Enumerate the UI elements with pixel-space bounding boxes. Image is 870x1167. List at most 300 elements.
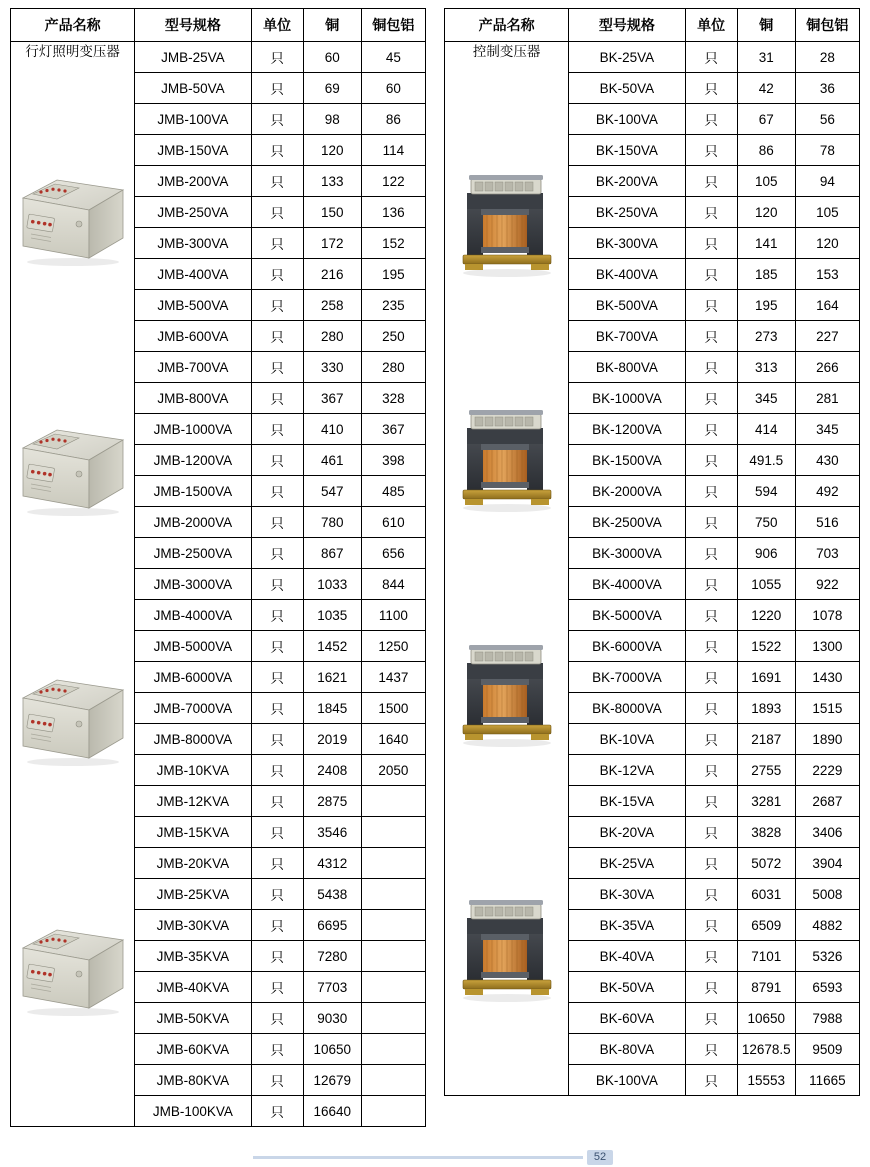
bk-copper-cell: 3281 [737, 786, 795, 817]
jmb-copper-clad-aluminium-cell: 122 [361, 166, 425, 197]
jmb-copper-cell: 216 [303, 259, 361, 290]
jmb-unit-cell: 只 [251, 662, 303, 693]
jmb-copper-cell: 461 [303, 445, 361, 476]
jmb-copper-cell: 280 [303, 321, 361, 352]
bk-model-cell: BK-400VA [569, 259, 685, 290]
jmb-copper-clad-aluminium-cell [361, 910, 425, 941]
jmb-unit-cell: 只 [251, 538, 303, 569]
bk-col-product-name: 产品名称 [445, 9, 569, 42]
jmb-copper-clad-aluminium-cell: 2050 [361, 755, 425, 786]
bk-unit-cell: 只 [685, 910, 737, 941]
bk-unit-cell: 只 [685, 662, 737, 693]
bk-model-cell: BK-12VA [569, 755, 685, 786]
jmb-model-cell: JMB-300VA [135, 228, 251, 259]
bk-product-photos [447, 62, 566, 1096]
jmb-unit-cell: 只 [251, 786, 303, 817]
bk-copper-cell: 86 [737, 135, 795, 166]
jmb-copper-clad-aluminium-cell [361, 972, 425, 1003]
jmb-copper-clad-aluminium-cell [361, 941, 425, 972]
bk-unit-cell: 只 [685, 1034, 737, 1065]
bk-product-name-line-2: 控制变压器 [472, 44, 541, 59]
bk-copper-clad-aluminium-cell: 11665 [795, 1065, 859, 1096]
bk-copper-clad-aluminium-cell: 36 [795, 73, 859, 104]
bk-copper-clad-aluminium-cell: 5326 [795, 941, 859, 972]
jmb-copper-clad-aluminium-cell: 610 [361, 507, 425, 538]
bk-model-cell: BK-80VA [569, 1034, 685, 1065]
bk-copper-clad-aluminium-cell: 105 [795, 197, 859, 228]
jmb-product-photo-3 [17, 672, 129, 771]
bk-copper-cell: 31 [737, 42, 795, 73]
jmb-copper-cell: 12679 [303, 1065, 361, 1096]
jmb-model-cell: JMB-35KVA [135, 941, 251, 972]
jmb-unit-cell: 只 [251, 166, 303, 197]
jmb-copper-cell: 5438 [303, 879, 361, 910]
bk-copper-clad-aluminium-cell: 3406 [795, 817, 859, 848]
bk-model-cell: BK-100VA [569, 1065, 685, 1096]
jmb-copper-clad-aluminium-cell: 195 [361, 259, 425, 290]
jmb-product-name-text [13, 42, 132, 62]
bk-copper-clad-aluminium-cell: 4882 [795, 910, 859, 941]
jmb-copper-cell: 98 [303, 104, 361, 135]
bk-table-body [445, 42, 860, 1096]
bk-unit-cell: 只 [685, 786, 737, 817]
jmb-model-cell: JMB-25VA [135, 42, 251, 73]
jmb-copper-clad-aluminium-cell: 656 [361, 538, 425, 569]
jmb-copper-cell: 410 [303, 414, 361, 445]
bk-table-row [445, 42, 860, 73]
bk-model-cell: BK-20VA [569, 817, 685, 848]
bk-copper-cell: 3828 [737, 817, 795, 848]
jmb-copper-clad-aluminium-cell: 485 [361, 476, 425, 507]
jmb-model-cell: JMB-700VA [135, 352, 251, 383]
bk-unit-cell: 只 [685, 879, 737, 910]
jmb-copper-cell: 1035 [303, 600, 361, 631]
jmb-unit-cell: 只 [251, 104, 303, 135]
bk-model-cell: BK-3000VA [569, 538, 685, 569]
bk-copper-clad-aluminium-cell: 922 [795, 569, 859, 600]
jmb-model-cell: JMB-600VA [135, 321, 251, 352]
jmb-product-photo-2 [17, 422, 129, 521]
bk-unit-cell: 只 [685, 290, 737, 321]
jmb-copper-clad-aluminium-cell [361, 848, 425, 879]
jmb-unit-cell: 只 [251, 135, 303, 166]
jmb-table-body [11, 42, 426, 1127]
bk-copper-cell: 1522 [737, 631, 795, 662]
bk-spec-table [444, 8, 860, 1096]
bk-model-cell: BK-300VA [569, 228, 685, 259]
jmb-model-cell: JMB-25KVA [135, 879, 251, 910]
bk-copper-clad-aluminium-cell: 164 [795, 290, 859, 321]
jmb-copper-cell: 1033 [303, 569, 361, 600]
bk-copper-clad-aluminium-cell: 56 [795, 104, 859, 135]
jmb-model-cell: JMB-3000VA [135, 569, 251, 600]
bk-copper-cell: 8791 [737, 972, 795, 1003]
bk-copper-cell: 345 [737, 383, 795, 414]
jmb-model-cell: JMB-7000VA [135, 693, 251, 724]
jmb-unit-cell: 只 [251, 724, 303, 755]
bk-col-copper: 铜 [737, 9, 795, 42]
bk-copper-cell: 12678.5 [737, 1034, 795, 1065]
bk-model-cell: BK-7000VA [569, 662, 685, 693]
jmb-model-cell: JMB-100VA [135, 104, 251, 135]
bk-copper-clad-aluminium-cell: 78 [795, 135, 859, 166]
jmb-copper-cell: 133 [303, 166, 361, 197]
bk-model-cell: BK-60VA [569, 1003, 685, 1034]
jmb-unit-cell: 只 [251, 600, 303, 631]
bk-product-name-text [447, 42, 566, 62]
jmb-unit-cell: 只 [251, 259, 303, 290]
bk-copper-cell: 105 [737, 166, 795, 197]
bk-unit-cell: 只 [685, 321, 737, 352]
bk-model-cell: BK-2500VA [569, 507, 685, 538]
bk-model-cell: BK-50VA [569, 73, 685, 104]
jmb-unit-cell: 只 [251, 445, 303, 476]
jmb-copper-cell: 2019 [303, 724, 361, 755]
bk-copper-cell: 6031 [737, 879, 795, 910]
jmb-product-photos [13, 62, 132, 1127]
bk-unit-cell: 只 [685, 166, 737, 197]
jmb-model-cell: JMB-1500VA [135, 476, 251, 507]
bk-copper-cell: 273 [737, 321, 795, 352]
jmb-spec-table [10, 8, 426, 1127]
jmb-unit-cell: 只 [251, 197, 303, 228]
bk-copper-cell: 1893 [737, 693, 795, 724]
bk-unit-cell: 只 [685, 693, 737, 724]
jmb-copper-cell: 6695 [303, 910, 361, 941]
bk-model-cell: BK-30VA [569, 879, 685, 910]
bk-model-cell: BK-50VA [569, 972, 685, 1003]
bk-unit-cell: 只 [685, 1065, 737, 1096]
jmb-copper-clad-aluminium-cell: 1250 [361, 631, 425, 662]
jmb-copper-cell: 3546 [303, 817, 361, 848]
bk-unit-cell: 只 [685, 538, 737, 569]
bk-copper-cell: 195 [737, 290, 795, 321]
footer-rule-left [253, 1156, 583, 1159]
bk-unit-cell: 只 [685, 476, 737, 507]
bk-copper-cell: 2755 [737, 755, 795, 786]
bk-unit-cell: 只 [685, 352, 737, 383]
bk-model-cell: BK-800VA [569, 352, 685, 383]
bk-copper-clad-aluminium-cell: 281 [795, 383, 859, 414]
jmb-copper-clad-aluminium-cell [361, 1034, 425, 1065]
bk-model-cell: BK-6000VA [569, 631, 685, 662]
jmb-copper-cell: 10650 [303, 1034, 361, 1065]
bk-copper-cell: 42 [737, 73, 795, 104]
jmb-copper-clad-aluminium-cell [361, 786, 425, 817]
page-footer [0, 1150, 870, 1165]
jmb-copper-cell: 120 [303, 135, 361, 166]
jmb-unit-cell: 只 [251, 1065, 303, 1096]
bk-model-cell: BK-40VA [569, 941, 685, 972]
jmb-unit-cell: 只 [251, 631, 303, 662]
jmb-model-cell: JMB-200VA [135, 166, 251, 197]
bk-unit-cell: 只 [685, 631, 737, 662]
bk-unit-cell: 只 [685, 42, 737, 73]
jmb-unit-cell: 只 [251, 941, 303, 972]
bk-copper-clad-aluminium-cell: 1300 [795, 631, 859, 662]
jmb-copper-clad-aluminium-cell: 114 [361, 135, 425, 166]
jmb-copper-cell: 1845 [303, 693, 361, 724]
bk-copper-clad-aluminium-cell: 2229 [795, 755, 859, 786]
jmb-copper-clad-aluminium-cell [361, 817, 425, 848]
jmb-product-photo-4 [17, 922, 129, 1021]
jmb-unit-cell: 只 [251, 1034, 303, 1065]
bk-copper-cell: 185 [737, 259, 795, 290]
bk-unit-cell: 只 [685, 1003, 737, 1034]
bk-model-cell: BK-1200VA [569, 414, 685, 445]
jmb-model-cell: JMB-400VA [135, 259, 251, 290]
jmb-unit-cell: 只 [251, 972, 303, 1003]
bk-copper-clad-aluminium-cell: 9509 [795, 1034, 859, 1065]
jmb-model-cell: JMB-30KVA [135, 910, 251, 941]
bk-copper-cell: 141 [737, 228, 795, 259]
bk-copper-cell: 2187 [737, 724, 795, 755]
jmb-model-cell: JMB-50VA [135, 73, 251, 104]
jmb-model-cell: JMB-10KVA [135, 755, 251, 786]
jmb-model-cell: JMB-1000VA [135, 414, 251, 445]
bk-header-row [445, 9, 860, 42]
jmb-copper-cell: 2408 [303, 755, 361, 786]
jmb-unit-cell: 只 [251, 1003, 303, 1034]
jmb-unit-cell: 只 [251, 1096, 303, 1127]
jmb-model-cell: JMB-6000VA [135, 662, 251, 693]
jmb-product-name-cell [11, 42, 135, 1127]
jmb-copper-cell: 367 [303, 383, 361, 414]
bk-copper-clad-aluminium-cell: 120 [795, 228, 859, 259]
bk-unit-cell: 只 [685, 197, 737, 228]
jmb-copper-cell: 7703 [303, 972, 361, 1003]
bk-model-cell: BK-25VA [569, 848, 685, 879]
jmb-col-copper: 铜 [303, 9, 361, 42]
jmb-unit-cell: 只 [251, 228, 303, 259]
bk-unit-cell: 只 [685, 414, 737, 445]
jmb-model-cell: JMB-80KVA [135, 1065, 251, 1096]
bk-unit-cell: 只 [685, 507, 737, 538]
jmb-model-cell: JMB-5000VA [135, 631, 251, 662]
jmb-copper-cell: 867 [303, 538, 361, 569]
jmb-model-cell: JMB-250VA [135, 197, 251, 228]
jmb-copper-cell: 4312 [303, 848, 361, 879]
bk-model-cell: BK-200VA [569, 166, 685, 197]
jmb-table-row [11, 42, 426, 73]
bk-model-cell: BK-15VA [569, 786, 685, 817]
jmb-table-wrap [10, 8, 426, 1167]
bk-col-unit: 单位 [685, 9, 737, 42]
jmb-copper-cell: 16640 [303, 1096, 361, 1127]
bk-unit-cell: 只 [685, 73, 737, 104]
bk-copper-clad-aluminium-cell: 153 [795, 259, 859, 290]
jmb-model-cell: JMB-2500VA [135, 538, 251, 569]
jmb-model-cell: JMB-2000VA [135, 507, 251, 538]
jmb-model-cell: JMB-800VA [135, 383, 251, 414]
bk-col-model: 型号规格 [569, 9, 685, 42]
jmb-copper-clad-aluminium-cell: 60 [361, 73, 425, 104]
jmb-copper-cell: 1452 [303, 631, 361, 662]
jmb-model-cell: JMB-500VA [135, 290, 251, 321]
jmb-unit-cell: 只 [251, 414, 303, 445]
jmb-copper-clad-aluminium-cell: 398 [361, 445, 425, 476]
jmb-copper-clad-aluminium-cell: 844 [361, 569, 425, 600]
jmb-model-cell: JMB-1200VA [135, 445, 251, 476]
jmb-unit-cell: 只 [251, 817, 303, 848]
bk-product-photo-2 [453, 402, 561, 517]
jmb-col-product-name: 产品名称 [11, 9, 135, 42]
jmb-copper-clad-aluminium-cell [361, 1003, 425, 1034]
bk-model-cell: BK-250VA [569, 197, 685, 228]
jmb-copper-clad-aluminium-cell: 250 [361, 321, 425, 352]
bk-model-cell: BK-150VA [569, 135, 685, 166]
jmb-model-cell: JMB-100KVA [135, 1096, 251, 1127]
bk-unit-cell: 只 [685, 755, 737, 786]
bk-copper-clad-aluminium-cell: 1890 [795, 724, 859, 755]
bk-col-copper-clad-aluminium: 铜包铝 [795, 9, 859, 42]
bk-product-photo-1 [453, 167, 561, 282]
bk-copper-clad-aluminium-cell: 28 [795, 42, 859, 73]
bk-product-photo-3 [453, 637, 561, 752]
jmb-unit-cell: 只 [251, 755, 303, 786]
bk-copper-clad-aluminium-cell: 6593 [795, 972, 859, 1003]
bk-unit-cell: 只 [685, 724, 737, 755]
bk-copper-cell: 15553 [737, 1065, 795, 1096]
jmb-copper-cell: 258 [303, 290, 361, 321]
jmb-col-model: 型号规格 [135, 9, 251, 42]
bk-unit-cell: 只 [685, 817, 737, 848]
bk-copper-cell: 1220 [737, 600, 795, 631]
bk-copper-clad-aluminium-cell: 1430 [795, 662, 859, 693]
jmb-unit-cell: 只 [251, 569, 303, 600]
jmb-model-cell: JMB-40KVA [135, 972, 251, 1003]
jmb-model-cell: JMB-8000VA [135, 724, 251, 755]
jmb-table-head [11, 9, 426, 42]
bk-table-wrap [444, 8, 860, 1167]
bk-unit-cell: 只 [685, 848, 737, 879]
bk-copper-cell: 750 [737, 507, 795, 538]
bk-unit-cell: 只 [685, 600, 737, 631]
bk-model-cell: BK-25VA [569, 42, 685, 73]
bk-model-cell: BK-4000VA [569, 569, 685, 600]
jmb-model-cell: JMB-50KVA [135, 1003, 251, 1034]
jmb-unit-cell: 只 [251, 383, 303, 414]
jmb-copper-cell: 150 [303, 197, 361, 228]
bk-model-cell: BK-35VA [569, 910, 685, 941]
jmb-product-name-line-2: 行灯照明变压器 [25, 44, 120, 59]
bk-unit-cell: 只 [685, 445, 737, 476]
jmb-copper-clad-aluminium-cell: 367 [361, 414, 425, 445]
bk-copper-clad-aluminium-cell: 1515 [795, 693, 859, 724]
jmb-copper-cell: 547 [303, 476, 361, 507]
jmb-copper-clad-aluminium-cell: 235 [361, 290, 425, 321]
bk-copper-cell: 67 [737, 104, 795, 135]
jmb-header-row [11, 9, 426, 42]
bk-unit-cell: 只 [685, 259, 737, 290]
jmb-copper-clad-aluminium-cell [361, 1065, 425, 1096]
jmb-copper-cell: 172 [303, 228, 361, 259]
bk-model-cell: BK-8000VA [569, 693, 685, 724]
bk-copper-cell: 10650 [737, 1003, 795, 1034]
bk-unit-cell: 只 [685, 383, 737, 414]
bk-unit-cell: 只 [685, 972, 737, 1003]
bk-table-head [445, 9, 860, 42]
jmb-copper-clad-aluminium-cell: 86 [361, 104, 425, 135]
jmb-unit-cell: 只 [251, 693, 303, 724]
jmb-copper-cell: 7280 [303, 941, 361, 972]
bk-model-cell: BK-1500VA [569, 445, 685, 476]
jmb-col-copper-clad-aluminium: 铜包铝 [361, 9, 425, 42]
bk-unit-cell: 只 [685, 941, 737, 972]
bk-unit-cell: 只 [685, 104, 737, 135]
bk-copper-clad-aluminium-cell: 3904 [795, 848, 859, 879]
bk-copper-cell: 120 [737, 197, 795, 228]
jmb-copper-cell: 780 [303, 507, 361, 538]
jmb-unit-cell: 只 [251, 321, 303, 352]
bk-copper-cell: 414 [737, 414, 795, 445]
bk-unit-cell: 只 [685, 135, 737, 166]
jmb-unit-cell: 只 [251, 910, 303, 941]
bk-copper-clad-aluminium-cell: 7988 [795, 1003, 859, 1034]
bk-model-cell: BK-1000VA [569, 383, 685, 414]
page-number: 52 [587, 1150, 613, 1165]
jmb-copper-cell: 2875 [303, 786, 361, 817]
bk-copper-clad-aluminium-cell: 266 [795, 352, 859, 383]
bk-model-cell: BK-500VA [569, 290, 685, 321]
bk-copper-clad-aluminium-cell: 94 [795, 166, 859, 197]
jmb-copper-clad-aluminium-cell: 136 [361, 197, 425, 228]
bk-copper-cell: 594 [737, 476, 795, 507]
jmb-unit-cell: 只 [251, 290, 303, 321]
jmb-product-photo-1 [17, 172, 129, 271]
jmb-copper-clad-aluminium-cell: 45 [361, 42, 425, 73]
jmb-col-unit: 单位 [251, 9, 303, 42]
bk-copper-cell: 491.5 [737, 445, 795, 476]
bk-product-photo-4 [453, 892, 561, 1007]
bk-model-cell: BK-100VA [569, 104, 685, 135]
jmb-copper-clad-aluminium-cell [361, 879, 425, 910]
jmb-unit-cell: 只 [251, 352, 303, 383]
bk-model-cell: BK-10VA [569, 724, 685, 755]
jmb-copper-cell: 69 [303, 73, 361, 104]
bk-copper-cell: 313 [737, 352, 795, 383]
bk-copper-cell: 1055 [737, 569, 795, 600]
bk-copper-clad-aluminium-cell: 430 [795, 445, 859, 476]
jmb-unit-cell: 只 [251, 73, 303, 104]
bk-copper-clad-aluminium-cell: 5008 [795, 879, 859, 910]
bk-model-cell: BK-5000VA [569, 600, 685, 631]
bk-unit-cell: 只 [685, 569, 737, 600]
jmb-model-cell: JMB-4000VA [135, 600, 251, 631]
bk-copper-cell: 6509 [737, 910, 795, 941]
jmb-unit-cell: 只 [251, 848, 303, 879]
bk-copper-cell: 7101 [737, 941, 795, 972]
jmb-copper-clad-aluminium-cell: 328 [361, 383, 425, 414]
bk-copper-clad-aluminium-cell: 516 [795, 507, 859, 538]
jmb-unit-cell: 只 [251, 879, 303, 910]
bk-model-cell: BK-2000VA [569, 476, 685, 507]
jmb-model-cell: JMB-12KVA [135, 786, 251, 817]
jmb-copper-clad-aluminium-cell: 1640 [361, 724, 425, 755]
bk-copper-clad-aluminium-cell: 2687 [795, 786, 859, 817]
bk-copper-clad-aluminium-cell: 1078 [795, 600, 859, 631]
bk-copper-clad-aluminium-cell: 703 [795, 538, 859, 569]
bk-product-name-cell [445, 42, 569, 1096]
jmb-copper-clad-aluminium-cell: 1100 [361, 600, 425, 631]
jmb-model-cell: JMB-60KVA [135, 1034, 251, 1065]
jmb-copper-clad-aluminium-cell [361, 1096, 425, 1127]
jmb-copper-clad-aluminium-cell: 1500 [361, 693, 425, 724]
bk-unit-cell: 只 [685, 228, 737, 259]
jmb-model-cell: JMB-20KVA [135, 848, 251, 879]
jmb-copper-cell: 9030 [303, 1003, 361, 1034]
jmb-unit-cell: 只 [251, 507, 303, 538]
